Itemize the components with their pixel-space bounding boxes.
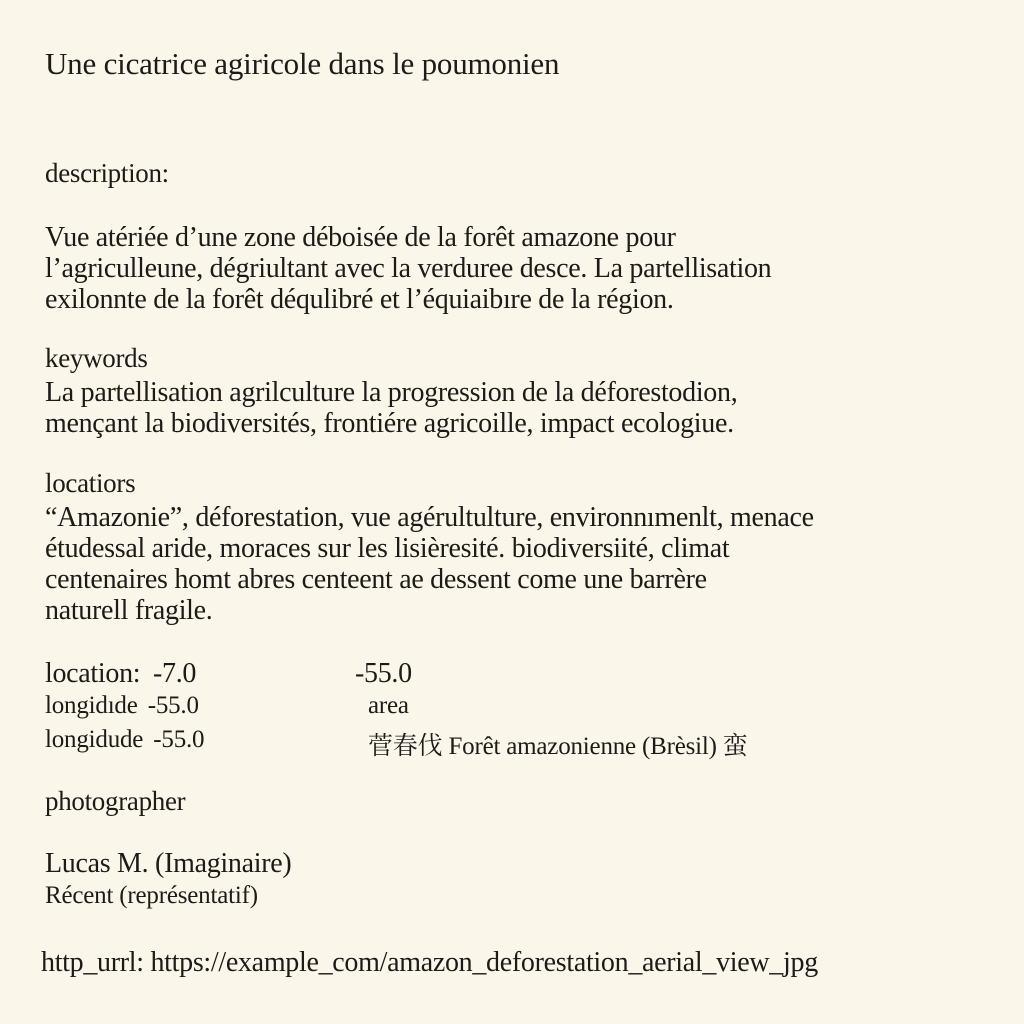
longitude-label: longidıde (45, 692, 138, 719)
location-row (45, 658, 196, 690)
longitude-value: -55.0 (153, 726, 205, 753)
locations-line: étudessal aride, moraces sur les lisièresité. biodiversiité, climat (45, 533, 730, 564)
keywords-label: keywords (45, 343, 148, 373)
photo-date: Récent (représentatif) (45, 882, 258, 909)
keywords-line: mençant la biodiversités, frontiére agricoille, impact ecologiue. (45, 408, 734, 439)
description-label: description: (45, 158, 169, 188)
longitude-label: longidude (45, 726, 144, 753)
description-text (45, 222, 771, 315)
locations-line: naturell fragile. (45, 595, 213, 626)
keywords-text (45, 377, 737, 439)
locations-line: centenaires homt abres centeent ae dessent come une barrère (45, 564, 707, 595)
location-value-right: -55.0 (355, 658, 412, 689)
locations-line: “Amazonie”, déforestation, vue agérultulture, environnımenlt, menace (45, 502, 814, 533)
area-value: 菅春伐 Forêt amazonienne (Brèsil) 蛮 (368, 733, 748, 760)
description-line: Vue atériée d’une zone déboisée de la forêt amazone pour (45, 222, 676, 253)
page-title: Une cicatrice agiricole dans le poumonien (45, 46, 560, 81)
photographer-name: Lucas M. (Imaginaire) (45, 848, 292, 879)
locations-text (45, 502, 814, 626)
longitude-row-1 (45, 692, 199, 720)
locations-label: locatiors (45, 468, 136, 498)
description-line: exilonnte de la forêt déqulibré et l’équiaibıre de la région. (45, 284, 674, 315)
location-value: -7.0 (152, 658, 197, 689)
longitude-row-2 (45, 726, 204, 754)
description-line: l’agriculleune, dégriultant avec la verduree desce. La partellisation (45, 253, 772, 284)
longitude-value: -55.0 (147, 692, 199, 719)
photographer-label: photographer (45, 786, 186, 816)
area-label: area (368, 692, 409, 719)
location-label: location: (45, 658, 141, 689)
url-line: http_urrl: https://example_com/amazon_deforestation_aerial_view_jpg (41, 947, 818, 978)
keywords-line: La partellisation agrilculture la progression de la déforestodion, (45, 377, 738, 408)
